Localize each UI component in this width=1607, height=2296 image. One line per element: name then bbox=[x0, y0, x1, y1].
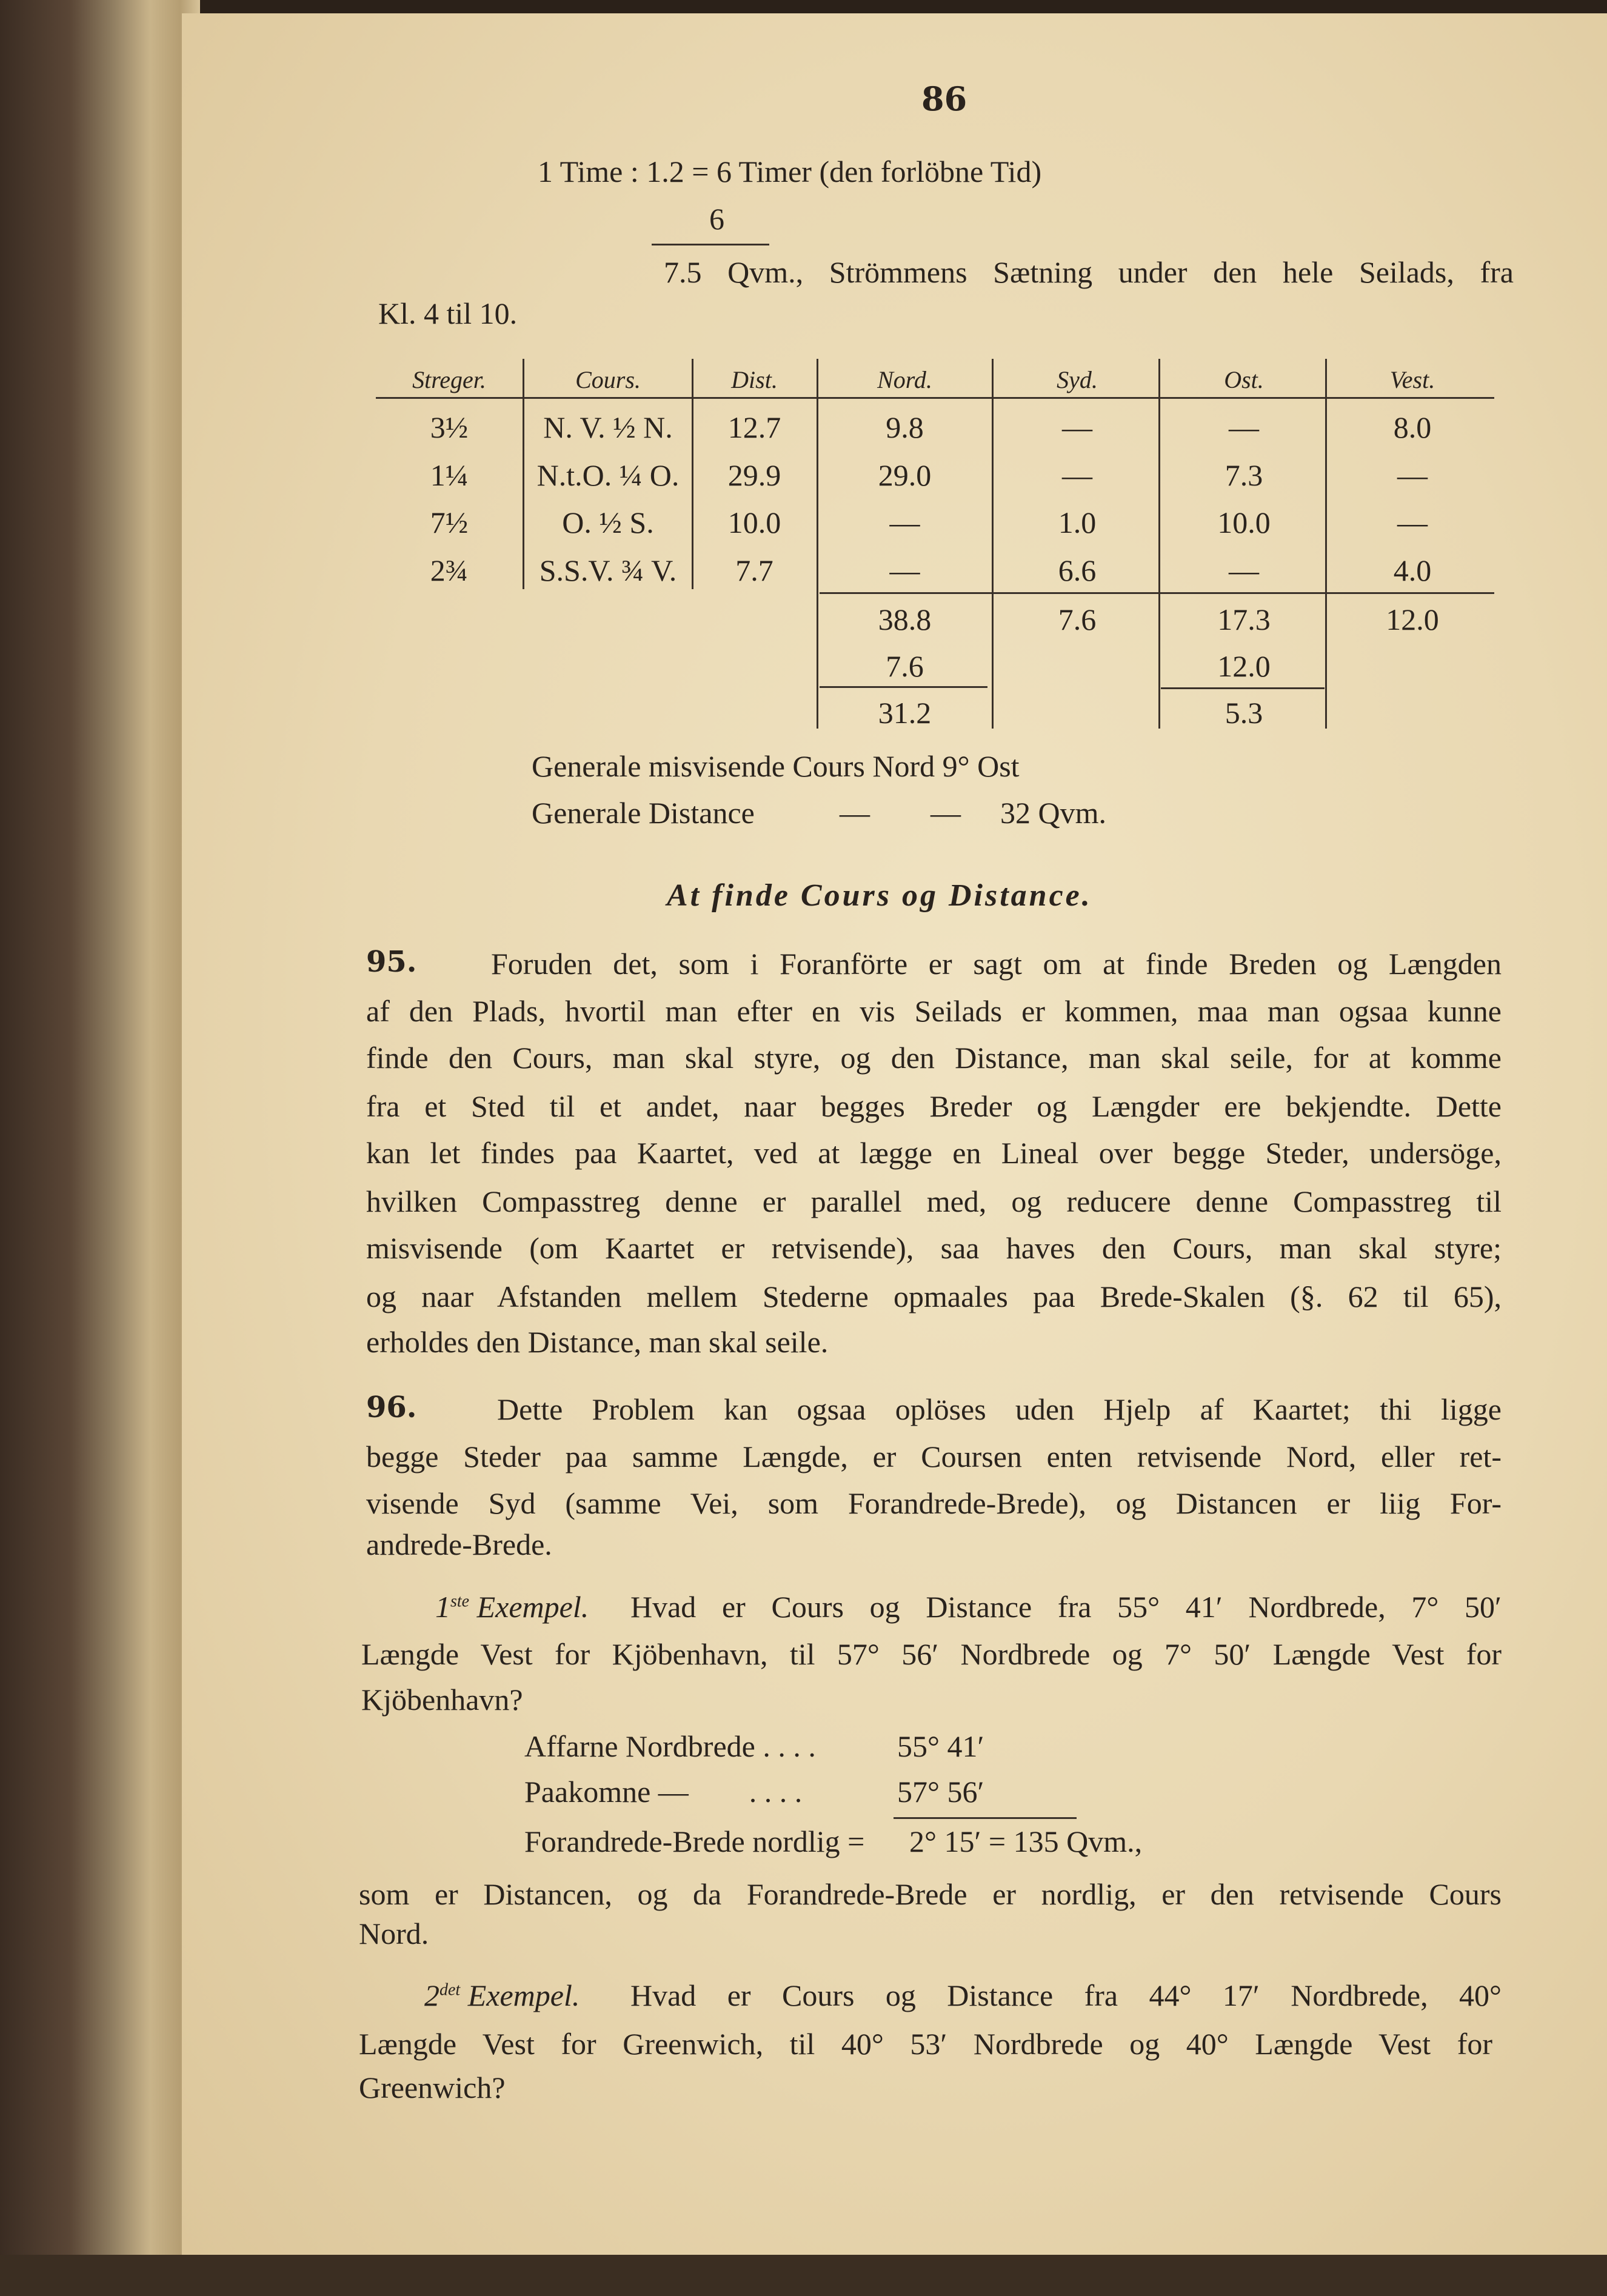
column-divider bbox=[817, 359, 818, 729]
page-number: 86 bbox=[921, 79, 967, 118]
cell-nord: 29.0 bbox=[878, 458, 932, 492]
cell-dist: 10.0 bbox=[727, 506, 781, 539]
cell-nord: — bbox=[889, 506, 920, 539]
cell-cours: S.S.V. ¾ V. bbox=[539, 553, 677, 587]
calc-label: Forandrede-Brede nordlig = bbox=[524, 1824, 865, 1858]
cell-vest: — bbox=[1397, 458, 1428, 492]
cell-streger: 1¼ bbox=[430, 458, 469, 492]
text-line: misvisende (om Kaartet er retvisende), saa haves den Cours, man skal styre; bbox=[366, 1233, 1502, 1265]
column-divider bbox=[1158, 359, 1160, 729]
subtract-nord: 7.6 bbox=[886, 649, 924, 683]
cell-cours: N. V. ½ N. bbox=[543, 410, 673, 444]
summary-distance-label: Generale Distance bbox=[532, 796, 755, 830]
header-vest: Vest. bbox=[1389, 366, 1435, 393]
example-label bbox=[424, 1980, 580, 2011]
cell-streger: 3½ bbox=[430, 410, 469, 444]
text-line: Foruden det, som i Foranförte er sagt om at finde Breden og Længden bbox=[491, 949, 1502, 981]
text-line: Dette Problem kan ogsaa oplöses uden Hjelp af Kaartet; thi ligge bbox=[497, 1394, 1502, 1426]
cell-vest: 8.0 bbox=[1393, 410, 1432, 444]
header-dist: Dist. bbox=[731, 366, 778, 393]
cell-syd: 1.0 bbox=[1058, 506, 1097, 539]
header-rule bbox=[376, 397, 1494, 399]
text-line: visende Syd (samme Vei, som Forandrede-Brede), og Distancen er liig For- bbox=[366, 1488, 1502, 1520]
section-number: 96. bbox=[366, 1390, 417, 1424]
text-line: kan let findes paa Kaartet, ved at lægge en Lineal over begge Steder, undersöge, bbox=[366, 1138, 1502, 1170]
summary-distance-value: 32 Qvm. bbox=[1000, 796, 1106, 830]
section-number: 95. bbox=[366, 945, 417, 979]
result-rule-ost bbox=[1161, 687, 1325, 689]
cell-nord: 9.8 bbox=[886, 410, 924, 444]
result-nord: 31.2 bbox=[878, 696, 932, 730]
summary-course: Generale misvisende Cours Nord 9° Ost bbox=[532, 749, 1020, 783]
header-syd: Syd. bbox=[1057, 366, 1098, 393]
calc-multiplier: 6 bbox=[709, 202, 724, 236]
book-bottom-edge bbox=[0, 2255, 1607, 2296]
header-cours: Cours. bbox=[575, 366, 641, 393]
header-streger: Streger. bbox=[412, 366, 486, 393]
text-line: Længde Vest for Greenwich, til 40° 53′ Nordbrede og 40° Længde Vest for bbox=[359, 2029, 1492, 2061]
cell-syd: — bbox=[1062, 410, 1092, 444]
section-heading: At finde Cours og Distance. bbox=[667, 878, 1092, 913]
sum-syd: 7.6 bbox=[1058, 602, 1097, 636]
book-spine-edge bbox=[0, 0, 200, 2296]
text-line: Kjöbenhavn? bbox=[361, 1683, 523, 1717]
text-line: Hvad er Cours og Distance fra 44° 17′ Nordbrede, 40° bbox=[630, 1980, 1502, 2012]
text-line: af den Plads, hvortil man efter en vis Seilads er kommen, maa man ogsaa kunne bbox=[366, 996, 1502, 1028]
sum-ost: 17.3 bbox=[1217, 602, 1271, 636]
calc-value: 57° 56′ bbox=[897, 1775, 984, 1809]
header-ost: Ost. bbox=[1224, 366, 1264, 393]
text-line: som er Distancen, og da Forandrede-Brede er nordlig, er den retvisende Cours bbox=[359, 1879, 1502, 1911]
column-divider bbox=[692, 359, 693, 589]
ordinal-suffix: det bbox=[439, 1980, 461, 2000]
cell-ost: — bbox=[1229, 410, 1259, 444]
cell-ost: — bbox=[1229, 553, 1259, 587]
cell-dist: 12.7 bbox=[727, 410, 781, 444]
column-divider bbox=[523, 359, 524, 589]
sum-rule bbox=[820, 592, 1494, 594]
cell-streger: 2¾ bbox=[430, 553, 469, 587]
example-label-text: Exempel. bbox=[467, 1978, 580, 2012]
calc-line-1: 1 Time : 1.2 = 6 Timer (den forlöbne Tid) bbox=[538, 155, 1042, 189]
summary-dash: — bbox=[840, 796, 870, 830]
result-ost: 5.3 bbox=[1224, 696, 1263, 730]
sum-nord: 38.8 bbox=[878, 602, 932, 636]
text-line: begge Steder paa samme Længde, er Coursen enten retvisende Nord, eller ret- bbox=[366, 1441, 1502, 1473]
text-line: Greenwich? bbox=[359, 2071, 506, 2104]
example-label bbox=[435, 1592, 589, 1622]
calc-line-2: 7.5 Qvm., Strömmens Sætning under den hele Seilads, fra bbox=[664, 257, 1514, 289]
text-line: Nord. bbox=[359, 1917, 429, 1951]
text-line: hvilken Compasstreg denne er parallel med, og reducere denne Compasstreg til bbox=[366, 1186, 1502, 1218]
header-nord: Nord. bbox=[877, 366, 932, 393]
text-line: Hvad er Cours og Distance fra 55° 41′ Nordbrede, 7° 50′ bbox=[630, 1592, 1502, 1624]
cell-vest: 4.0 bbox=[1393, 553, 1432, 587]
calc-line-3: Kl. 4 til 10. bbox=[378, 296, 518, 330]
example-label-text: Exempel. bbox=[476, 1590, 589, 1624]
cell-syd: — bbox=[1062, 458, 1092, 492]
result-rule-nord bbox=[820, 686, 987, 688]
cell-syd: 6.6 bbox=[1058, 553, 1097, 587]
calc-value: 2° 15′ = 135 Qvm., bbox=[909, 1824, 1143, 1858]
ordinal: 2 bbox=[424, 1978, 439, 2012]
text-line: og naar Afstanden mellem Stederne opmaales paa Brede-Skalen (§. 62 til 65), bbox=[366, 1281, 1502, 1313]
subtract-ost: 12.0 bbox=[1217, 649, 1271, 683]
text-line: andrede-Brede. bbox=[366, 1527, 552, 1561]
cell-dist: 29.9 bbox=[727, 458, 781, 492]
cell-ost: 7.3 bbox=[1224, 458, 1263, 492]
cell-cours: O. ½ S. bbox=[562, 506, 654, 539]
ordinal-suffix: ste bbox=[450, 1592, 470, 1611]
summary-dash: — bbox=[930, 796, 961, 830]
calc-rule bbox=[652, 244, 769, 245]
text-line: fra et Sted til et andet, naar begges Breder og Længder ere bekjendte. Dette bbox=[366, 1091, 1502, 1123]
text-line: erholdes den Distance, man skal seile. bbox=[366, 1325, 829, 1359]
sum-vest: 12.0 bbox=[1386, 602, 1439, 636]
calc-rule bbox=[894, 1817, 1077, 1819]
cell-dist: 7.7 bbox=[735, 553, 773, 587]
cell-vest: — bbox=[1397, 506, 1428, 539]
text-line: finde den Cours, man skal styre, og den Distance, man skal seile, for at komme bbox=[366, 1043, 1502, 1075]
cell-nord: — bbox=[889, 553, 920, 587]
text-line: Længde Vest for Kjöbenhavn, til 57° 56′ Nordbrede og 7° 50′ Længde Vest for bbox=[361, 1639, 1502, 1671]
calc-label: Paakomne — . . . . bbox=[524, 1775, 803, 1809]
ordinal: 1 bbox=[435, 1590, 450, 1624]
column-divider bbox=[992, 359, 994, 729]
cell-cours: N.t.O. ¼ O. bbox=[536, 458, 680, 492]
cell-streger: 7½ bbox=[430, 506, 469, 539]
cell-ost: 10.0 bbox=[1217, 506, 1271, 539]
calc-value: 55° 41′ bbox=[897, 1729, 984, 1763]
calc-label: Affarne Nordbrede . . . . bbox=[524, 1729, 816, 1763]
